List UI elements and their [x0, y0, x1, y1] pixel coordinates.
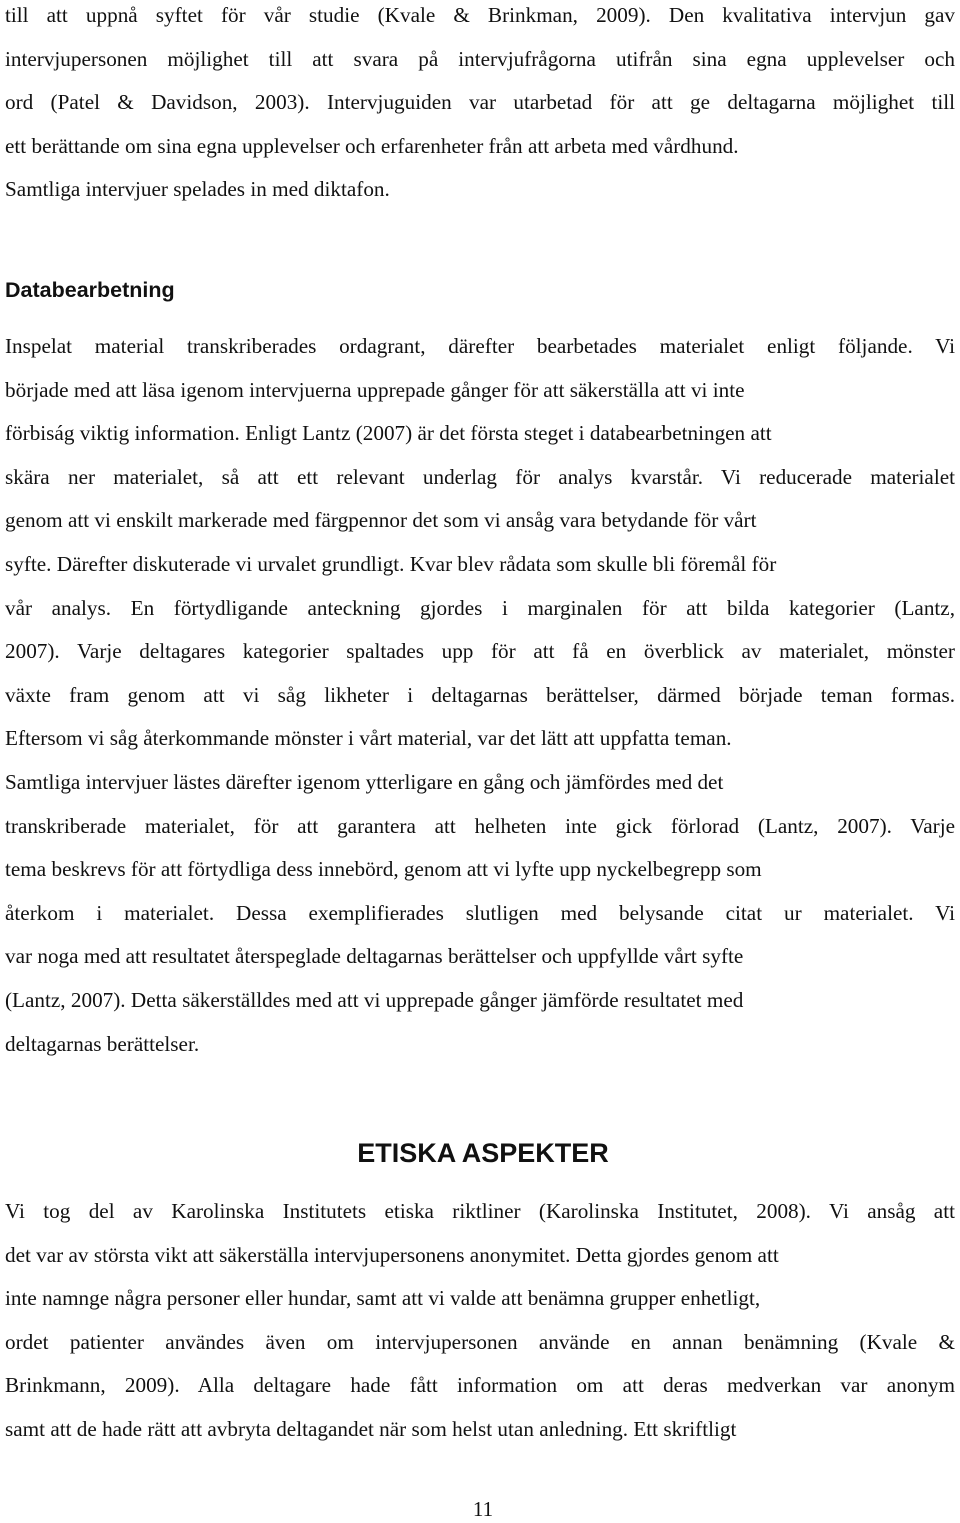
text-line: skära ner materialet, så att ett relevant underlag för analys kvarstår. Vi reducerade materialet: [5, 464, 955, 489]
text-line: 2007). Varje deltagares kategorier spaltades upp för att få en överblick av materialet, mönster: [5, 639, 955, 664]
text-line: transkriberade materialet, för att garantera att helheten inte gick förlorad (Lantz, 2007). Varje: [5, 813, 955, 838]
text-line: till att uppnå syftet för vår studie (Kvale & Brinkman, 2009). Den kvalitativa intervjun gav: [5, 3, 955, 27]
etiska-aspekter-paragraph: [5, 1190, 955, 1452]
text-line: deltagarnas berättelser.: [5, 1031, 200, 1056]
text-line: Samtliga intervjuer spelades in med diktafon.: [5, 177, 390, 202]
text-line: förbiság viktig information. Enligt Lantz (2007) är det första steget i databearbetningen att: [5, 421, 772, 446]
text-line: intervjupersonen möjlighet till att svara på intervjufrågorna utifrån sina egna upplevelser och: [5, 46, 955, 71]
text-line: var noga med att resultatet återspeglade deltagarnas berättelser och uppfyllde vårt syfte: [5, 944, 744, 969]
text-line: tema beskrevs för att förtydliga dess innebörd, genom att vi lyfte upp nyckelbegrepp som: [5, 857, 762, 882]
text-line: växte fram genom att vi såg likheter i deltagarnas berättelser, därmed började teman formas.: [5, 682, 955, 707]
text-line: ordet patienter användes även om intervjupersonen använde en annan benämning (Kvale &: [5, 1329, 955, 1354]
text-line: Inspelat material transkriberades ordagrant, därefter bearbetades materialet enligt följande. Vi: [5, 334, 955, 358]
text-line: började med att läsa igenom intervjuerna upprepade gånger för att säkerställa att vi inte: [5, 377, 745, 402]
databearbetning-paragraph: [5, 325, 955, 1066]
section-heading-etiska-aspekter: ETISKA ASPEKTER: [357, 1138, 609, 1168]
section-heading-databearbetning: Databearbetning: [5, 278, 175, 302]
text-line: (Lantz, 2007). Detta säkerställdes med att vi upprepade gånger jämförde resultatet med: [5, 987, 744, 1012]
text-line: Vi tog del av Karolinska Institutets etiska riktliner (Karolinska Institutet, 2008). Vi ansåg att: [5, 1199, 955, 1223]
text-line: ord (Patel & Davidson, 2003). Intervjuguiden var utarbetad för att ge deltagarna möjlighet till: [5, 90, 955, 115]
page-number: 11: [472, 1497, 494, 1521]
text-line: Brinkmann, 2009). Alla deltagare hade fått information om att deras medverkan var anonym: [5, 1373, 955, 1398]
text-line: samt att de hade rätt att avbryta deltagandet när som helst utan anledning. Ett skriftligt: [5, 1416, 737, 1441]
text-line: Eftersom vi såg återkommande mönster i vårt material, var det lätt att uppfatta teman.: [5, 726, 732, 751]
text-line: Samtliga intervjuer lästes därefter igenom ytterligare en gång och jämfördes med det: [5, 769, 724, 794]
text-line: det var av största vikt att säkerställa intervjupersonens anonymitet. Detta gjordes genom att: [5, 1242, 779, 1267]
text-line: syfte. Därefter diskuterade vi urvalet grundligt. Kvar blev rådata som skulle bli föremål för: [5, 551, 777, 576]
text-line: återkom i materialet. Dessa exemplifierades slutligen med belysande citat ur materialet. Vi: [5, 900, 955, 925]
text-line: genom att vi enskilt markerade med färgpennor det som vi ansåg vara betydande för vårt: [5, 508, 757, 533]
text-line: inte namnge några personer eller hundar, samt att vi valde att benämna grupper enhetligt,: [5, 1286, 761, 1311]
intro-paragraph: [5, 0, 955, 212]
text-line: ett berättande om sina egna upplevelser och erfarenheter från att arbeta med vårdhund.: [5, 133, 739, 158]
text-line: vår analys. En förtydligande anteckning gjordes i marginalen för att bilda kategorier (Lantz,: [5, 595, 955, 620]
